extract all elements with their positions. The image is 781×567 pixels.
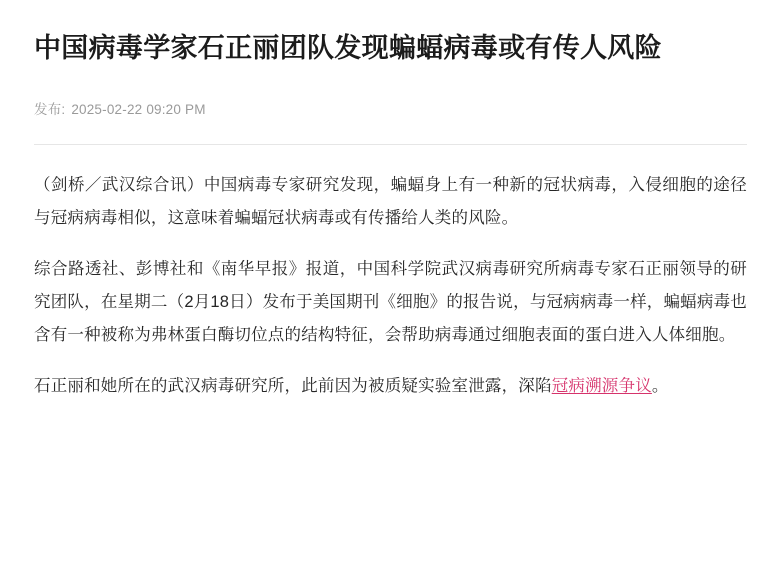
header-divider	[34, 144, 747, 145]
article-body	[34, 169, 747, 403]
paragraph-3	[34, 370, 747, 403]
publish-label: 发布:	[34, 102, 66, 117]
page-title: 中国病毒学家石正丽团队发现蝙蝠病毒或有传人风险	[34, 33, 662, 63]
paragraph-3-text-before: 石正丽和她所在的武汉病毒研究所，此前因为被质疑实验室泄露，深陷	[34, 377, 552, 395]
paragraph-2: 综合路透社、彭博社和《南华早报》报道，中国科学院武汉病毒研究所病毒专家石正丽领导的研究团队，在星期二（2月18日）发布于美国期刊《细胞》的报告说，与冠病病毒一样，蝙蝠病毒也含有一种被称为弗林蛋白酶切位点的结构特征，会帮助病毒通过细胞表面的蛋白进入人体细胞。	[34, 260, 747, 344]
article-meta	[34, 98, 747, 118]
paragraph-1: （剑桥／武汉综合讯）中国病毒专家研究发现，蝙蝠身上有一种新的冠状病毒，入侵细胞的途径与冠病病毒相似，这意味着蝙蝠冠状病毒或有传播给人类的风险。	[34, 176, 747, 227]
origin-controversy-link[interactable]: 冠病溯源争议	[551, 377, 652, 395]
paragraph-3-text-after: 。	[651, 377, 669, 395]
publish-date: 2025-02-22 09:20 PM	[71, 102, 206, 117]
